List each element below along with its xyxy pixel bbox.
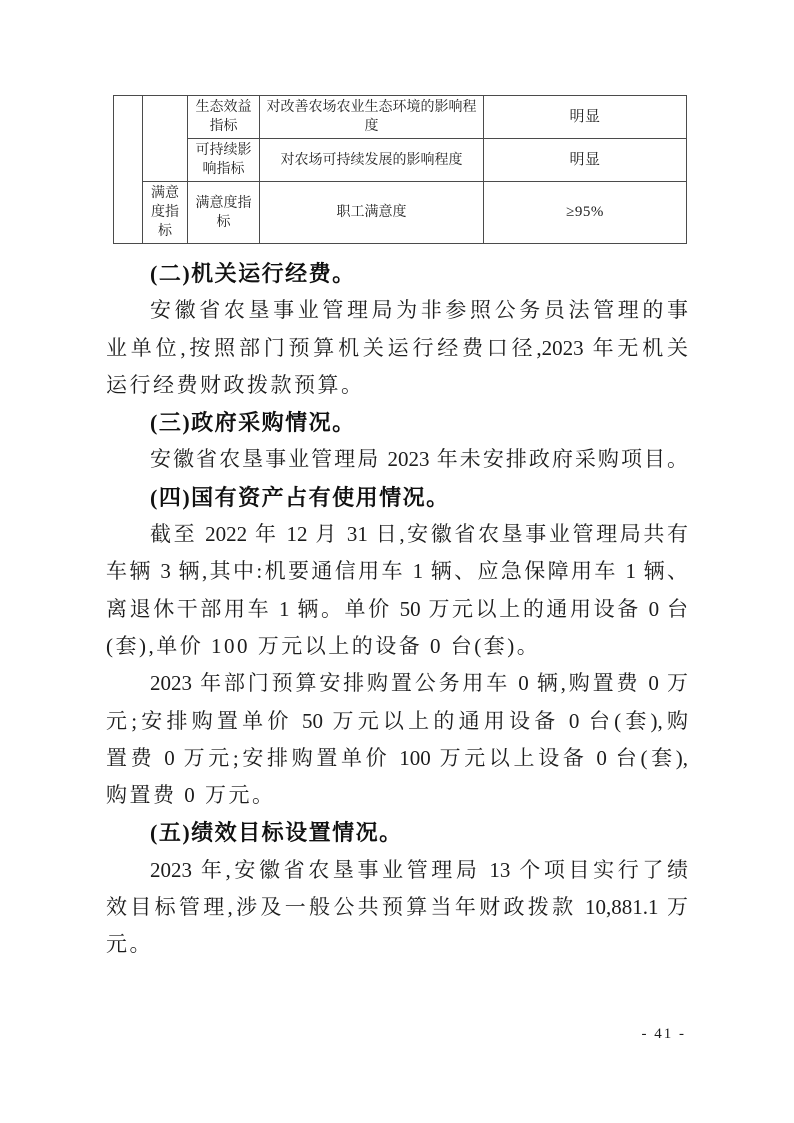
section-heading-agency-operating-funds: (二)机关运行经费。 [150,261,356,286]
table-cell-category: 可持续影响指标 [188,139,260,182]
section-heading-performance-targets: (五)绩效目标设置情况。 [150,820,403,846]
table-row [114,182,687,244]
paragraph-line: (套),单价 100 万元以上的设备 0 台(套)。 [106,633,541,658]
table-cell-indicator: 对改善农场农业生态环境的影响程度 [260,96,484,139]
paragraph-line: 运行经费财政拨款预算。 [106,372,365,397]
table-row [114,139,687,182]
section-heading-state-owned-assets: (四)国有资产占有使用情况。 [150,484,450,510]
paragraph-line: 截至 2022 年 12 月 31 日,安徽省农垦事业管理局共有 [150,522,688,547]
table-cell-empty-group [143,96,188,182]
paragraph-line: 购置费 0 万元。 [106,783,276,808]
paragraph-line: 元。 [106,932,153,957]
paragraph-line: 置费 0 万元;安排购置单价 100 万元以上设备 0 台(套), [106,745,688,770]
body-text [106,255,688,964]
paragraph-line: 离退休干部用车 1 辆。单价 50 万元以上的通用设备 0 台 [106,596,688,621]
paragraph-line: 业单位,按照部门预算机关运行经费口径,2023 年无机关 [106,335,688,360]
paragraph-line: 效目标管理,涉及一般公共预算当年财政拨款 10,881.1 万 [106,895,688,920]
table-cell-empty-left [114,96,143,244]
paragraph-line: 安徽省农垦事业管理局为非参照公务员法管理的事 [150,298,688,323]
table-cell-indicator: 职工满意度 [260,182,484,244]
performance-indicator-table [113,95,687,244]
paragraph-line: 安徽省农垦事业管理局 2023 年未安排政府采购项目。 [150,447,688,472]
paragraph-line: 2023 年部门预算安排购置公务用车 0 辆,购置费 0 万 [150,671,688,696]
paragraph-line: 2023 年,安徽省农垦事业管理局 13 个项目实行了绩 [150,857,688,882]
table-cell-value: 明显 [484,96,687,139]
table-cell-value: 明显 [484,139,687,182]
table-cell-indicator: 对农场可持续发展的影响程度 [260,139,484,182]
table-cell-category: 生态效益指标 [188,96,260,139]
paragraph-line: 元;安排购置单价 50 万元以上的通用设备 0 台(套),购 [106,708,688,733]
table-cell-value: ≥95% [484,182,687,244]
table-cell-group: 满意度指标 [143,182,188,244]
table-cell-category: 满意度指标 [188,182,260,244]
page-number: - 41 - [641,1026,686,1042]
paragraph-line: 车辆 3 辆,其中:机要通信用车 1 辆、应急保障用车 1 辆、 [106,559,688,584]
content-area [106,95,688,964]
table-row [114,96,687,139]
section-heading-government-procurement: (三)政府采购情况。 [150,410,356,436]
